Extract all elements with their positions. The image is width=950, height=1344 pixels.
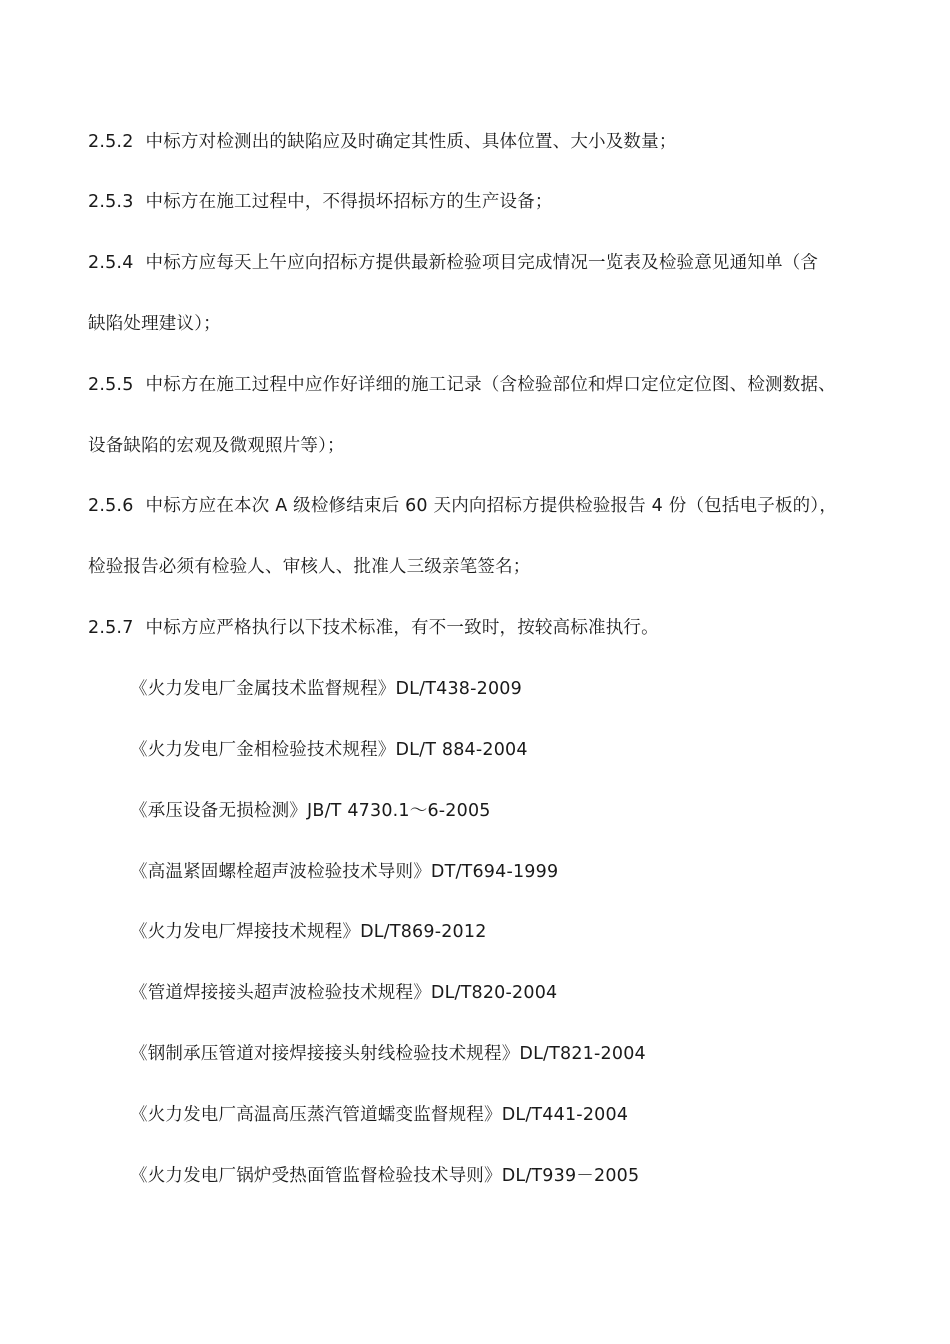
clause-number: 2.5.2 [88, 132, 134, 152]
clause-text: 中标方应在本次 A 级检修结束后 60 天内向招标方提供检验报告 4 份（包括电子板的）， [145, 496, 838, 516]
clause-number: 2.5.6 [88, 496, 134, 516]
clause-number: 2.5.3 [88, 192, 134, 212]
clause-text: 中标方应每天上午应向招标方提供最新检验项目完成情况一览表及检验意见通知单（含 [145, 253, 819, 273]
standard-item: 《承压设备无损检测》JB/T 4730.1～6-2005 [130, 801, 491, 821]
clause-2-5-7 [88, 616, 659, 640]
clause-text: 中标方对检测出的缺陷应及时确定其性质、具体位置、大小及数量； [145, 132, 677, 152]
clause-number: 2.5.4 [88, 253, 134, 273]
clause-number: 2.5.5 [88, 375, 134, 395]
clause-2-5-6 [88, 494, 837, 518]
standard-item: 《火力发电厂高温高压蒸汽管道蠕变监督规程》DL/T441-2004 [130, 1105, 629, 1125]
standard-item: 《管道焊接接头超声波检验技术规程》DL/T820-2004 [130, 983, 558, 1003]
clause-2-5-5-continuation: 设备缺陷的宏观及微观照片等）； [88, 436, 345, 456]
standard-item: 《火力发电厂金属技术监督规程》DL/T438-2009 [130, 679, 522, 699]
clause-text: 中标方在施工过程中应作好详细的施工记录（含检验部位和焊口定位定位图、检测数据、 [145, 375, 836, 395]
standard-item: 《火力发电厂锅炉受热面管监督检验技术导则》DL/T939－2005 [130, 1166, 640, 1186]
clause-number: 2.5.7 [88, 618, 134, 638]
standard-item: 《火力发电厂金相检验技术规程》DL/T 884-2004 [130, 740, 528, 760]
clause-2-5-4 [88, 251, 818, 275]
standard-item: 《钢制承压管道对接焊接接头射线检验技术规程》DL/T821-2004 [130, 1044, 646, 1064]
clause-2-5-3 [88, 190, 553, 214]
clause-text: 中标方应严格执行以下技术标准，有不一致时，按较高标准执行。 [145, 618, 659, 638]
clause-2-5-2 [88, 130, 677, 154]
standard-item: 《高温紧固螺栓超声波检验技术导则》DT/T694-1999 [130, 862, 559, 882]
clause-text: 中标方在施工过程中，不得损坏招标方的生产设备； [145, 192, 553, 212]
clause-2-5-4-continuation: 缺陷处理建议）； [88, 314, 221, 334]
standard-item: 《火力发电厂焊接技术规程》DL/T869-2012 [130, 922, 487, 942]
clause-2-5-5 [88, 373, 836, 397]
clause-2-5-6-continuation: 检验报告必须有检验人、审核人、批准人三级亲笔签名； [88, 557, 531, 577]
